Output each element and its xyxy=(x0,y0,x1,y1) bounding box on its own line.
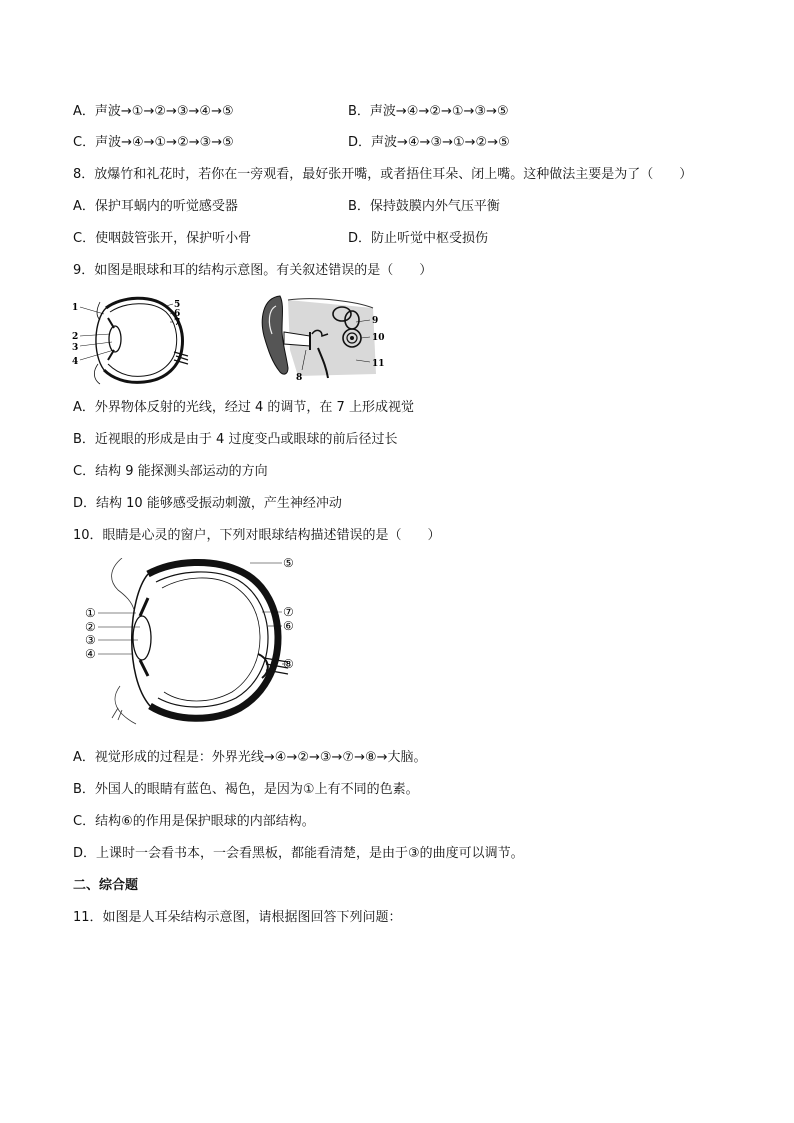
q8-option-d: D．防止听觉中枢受损伤 xyxy=(348,231,489,246)
q11-stem: 11．如图是人耳朵结构示意图，请根据图回答下列问题： xyxy=(73,910,402,925)
q9-eye-label-6: 6 xyxy=(174,309,181,319)
q10-label-2: ② xyxy=(85,620,96,634)
q7-option-b: B．声波→④→②→①→③→⑤ xyxy=(348,104,509,119)
q9-eye-diagram xyxy=(70,294,192,386)
q7-option-a: A．声波→①→②→③→④→⑤ xyxy=(73,104,234,119)
q10-label-1: ① xyxy=(85,606,96,620)
q10-eye-diagram xyxy=(82,558,304,726)
q9-option-b: B．近视眼的形成是由于 4 过度变凸或眼球的前后径过长 xyxy=(73,432,398,447)
q9-ear-label-9: 9 xyxy=(372,316,379,326)
q10-label-8: ⑧ xyxy=(283,657,294,671)
q9-ear-label-10: 10 xyxy=(372,333,385,343)
q9-eye-label-5: 5 xyxy=(174,300,181,310)
q10-label-6: ⑥ xyxy=(283,619,294,633)
q7-option-d: D．声波→④→③→①→②→⑤ xyxy=(348,135,510,150)
q9-option-a: A．外界物体反射的光线，经过 4 的调节，在 7 上形成视觉 xyxy=(73,400,414,415)
q7-option-c: C．声波→④→①→②→③→⑤ xyxy=(73,135,234,150)
q8-option-c: C．使咽鼓管张开，保护听小骨 xyxy=(73,231,252,246)
q9-eye-label-7: 7 xyxy=(174,318,181,328)
q9-ear-label-11: 11 xyxy=(372,359,385,369)
q8-option-b: B．保持鼓膜内外气压平衡 xyxy=(348,199,500,214)
section-2-title: 二、综合题 xyxy=(73,878,139,893)
q9-stem: 9．如图是眼球和耳的结构示意图。有关叙述错误的是（ ） xyxy=(73,263,433,278)
q10-label-7: ⑦ xyxy=(283,605,294,619)
q10-stem: 10．眼睛是心灵的窗户，下列对眼球结构描述错误的是（ ） xyxy=(73,528,441,543)
q9-option-d: D．结构 10 能够感受振动刺激，产生神经冲动 xyxy=(73,496,342,511)
q10-option-c: C．结构⑥的作用是保护眼球的内部结构。 xyxy=(73,814,315,829)
q10-label-5: ⑤ xyxy=(283,558,294,570)
q9-eye-label-1: 1 xyxy=(72,303,79,313)
q9-ear-label-8: 8 xyxy=(296,373,303,383)
q9-eye-label-3: 3 xyxy=(72,343,79,353)
q8-option-a: A．保护耳蜗内的听觉感受器 xyxy=(73,199,238,214)
q10-option-b: B．外国人的眼睛有蓝色、褐色，是因为①上有不同的色素。 xyxy=(73,782,419,797)
q10-option-a: A．视觉形成的过程是：外界光线→④→②→③→⑦→⑧→大脑。 xyxy=(73,750,427,765)
q9-eye-label-4: 4 xyxy=(72,357,79,367)
q9-eye-label-2: 2 xyxy=(72,332,79,342)
q10-label-4: ④ xyxy=(85,647,96,661)
q9-option-c: C．结构 9 能探测头部运动的方向 xyxy=(73,464,268,479)
q10-option-d: D．上课时一会看书本，一会看黑板，都能看清楚，是由于③的曲度可以调节。 xyxy=(73,846,524,861)
q8-stem: 8．放爆竹和礼花时，若你在一旁观看，最好张开嘴，或者捂住耳朵、闭上嘴。这种做法主要是为了（ ） xyxy=(73,167,693,182)
q9-ear-diagram xyxy=(258,290,400,386)
q10-label-3: ③ xyxy=(85,633,96,647)
